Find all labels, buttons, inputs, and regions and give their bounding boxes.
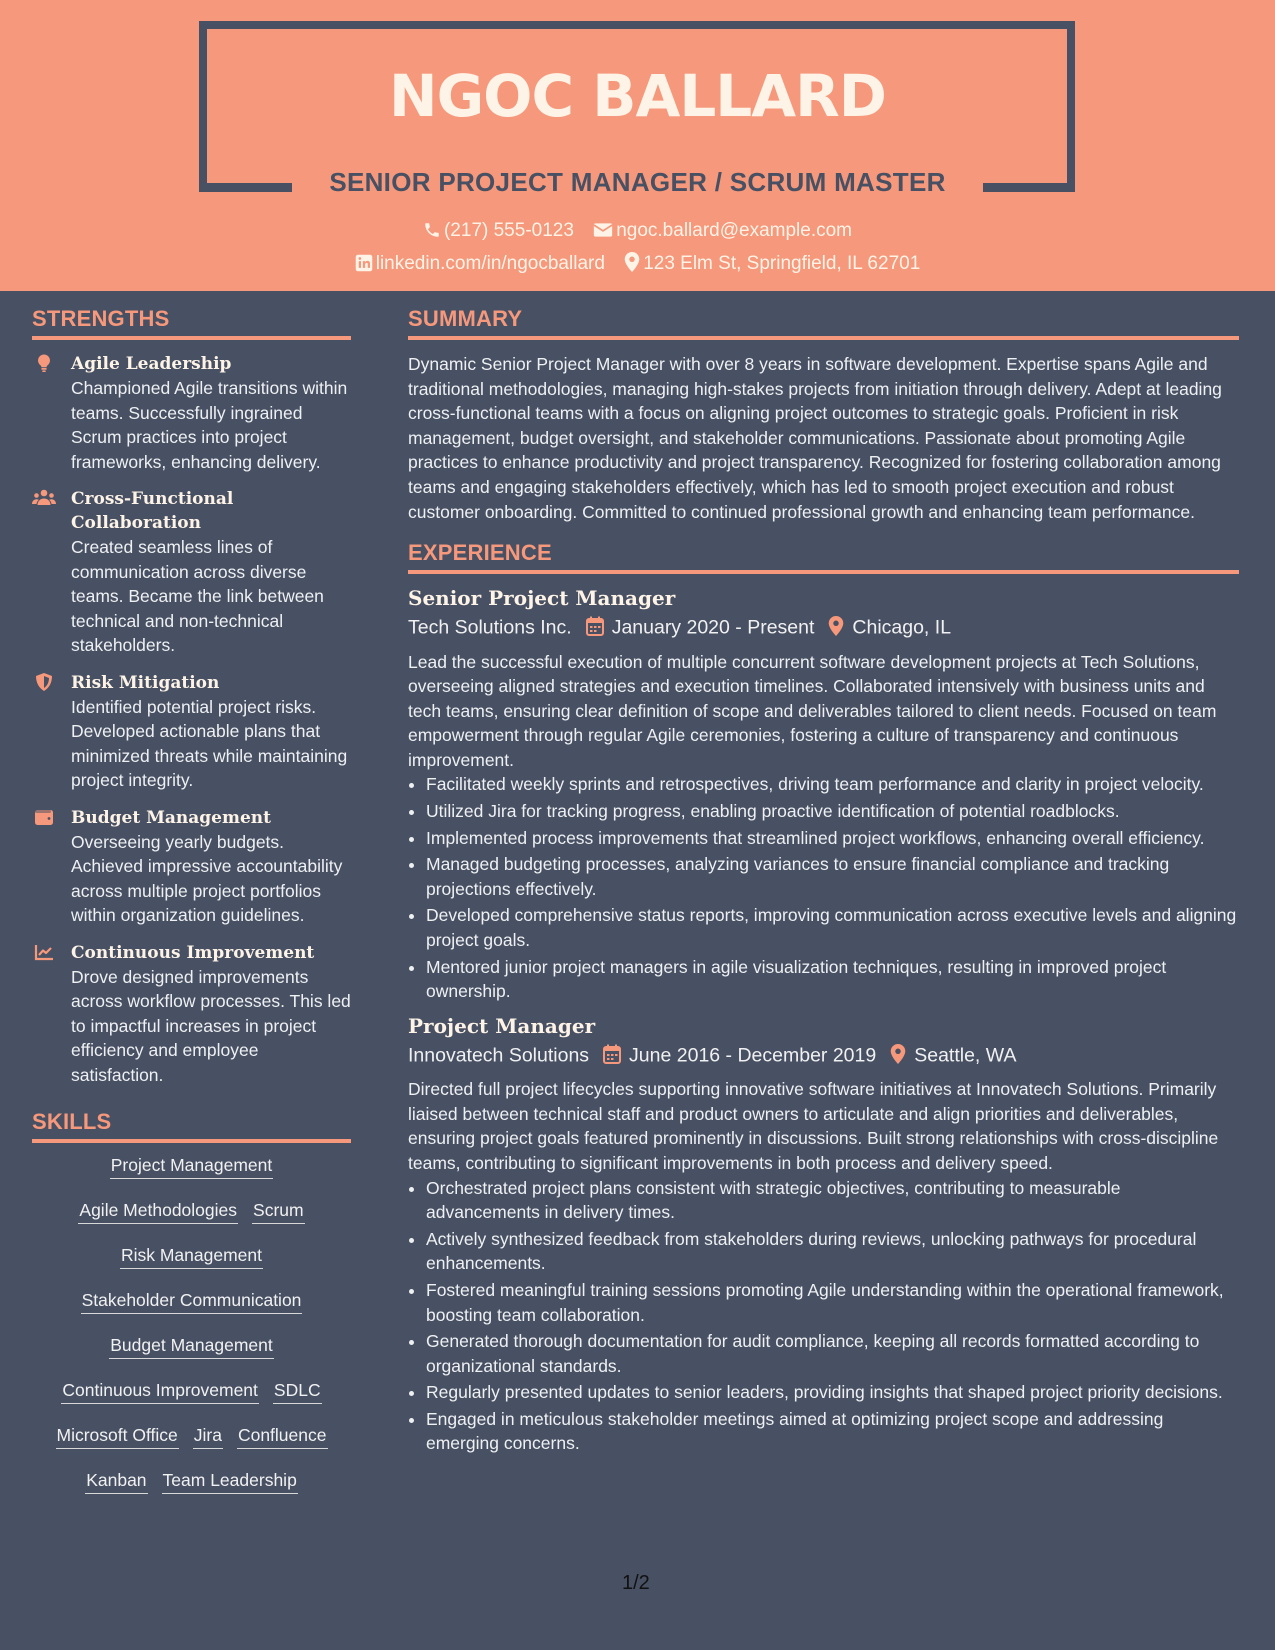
strength-item: [32, 806, 351, 928]
job-bullet: • Managed budgeting processes, analyzing variances to ensure financial compliance and tracking projections effectively.: [426, 852, 1239, 901]
address-text: 123 Elm St, Springfield, IL 62701: [643, 253, 921, 274]
strength-title: Continuous Improvement: [71, 942, 315, 963]
linkedin-icon: [355, 254, 373, 272]
strength-desc: Identified potential project risks. Developed actionable plans that minimized threats while maintaining project integrity.: [71, 696, 348, 790]
strengths-heading: STRENGTHS: [32, 306, 351, 340]
strength-item: [32, 941, 351, 1088]
contact-email[interactable]: [593, 220, 852, 242]
skill-row: [32, 1425, 351, 1470]
skill-tag: SDLC: [273, 1380, 322, 1404]
job-description: Lead the successful execution of multiple concurrent software development projects at Tech Solutions, overseeing aligned strategies and execution timelines. Collaborated intensively with business units and tech teams, ensuring clear definition of scope and deliverables tailored to client needs. Focused on team empowerment through regular Agile ceremonies, fostering a culture of transparency and continuous improvement.: [408, 651, 1217, 770]
contact-row-2: [0, 252, 1275, 275]
job-dates: January 2020 - Present: [611, 616, 815, 639]
skill-tag: Kanban: [85, 1470, 147, 1494]
strength-title: Risk Mitigation: [71, 672, 220, 693]
job-bullet: • Fostered meaningful training sessions promoting Agile understanding within the operational framework, boosting team collaboration.: [426, 1278, 1239, 1327]
strength-item: [32, 487, 351, 658]
contact-row-1: [0, 220, 1275, 242]
skills-heading: SKILLS: [32, 1109, 351, 1143]
map-pin-icon: [890, 1044, 906, 1064]
strength-title: Agile Leadership: [71, 354, 232, 374]
job-location: Chicago, IL: [852, 616, 952, 639]
wallet-icon: [34, 807, 54, 827]
strength-desc: Created seamless lines of communication across diverse teams. Became the link between technical and non-technical stakeholders.: [71, 537, 324, 655]
job-meta: [408, 616, 1239, 639]
email-text: ngoc.ballard@example.com: [616, 220, 852, 241]
skill-tag: Team Leadership: [162, 1470, 298, 1494]
strength-item: [32, 671, 351, 793]
job-bullet: • Orchestrated project plans consistent with strategic objectives, contributing to measurable advancements in delivery times.: [426, 1176, 1239, 1225]
job-role: Project Manager: [408, 1013, 596, 1038]
skill-row: [32, 1380, 351, 1425]
skill-tag: Project Management: [110, 1155, 273, 1179]
contact-phone[interactable]: [423, 220, 574, 242]
skill-row: [32, 1245, 351, 1290]
job-entry: [408, 586, 1239, 1004]
skill-tag: Stakeholder Communication: [81, 1290, 303, 1314]
map-pin-icon: [828, 616, 844, 636]
job-bullet: • Utilized Jira for tracking progress, enabling proactive identification of potential roadblocks.: [426, 799, 1239, 824]
summary-heading: SUMMARY: [408, 306, 1239, 340]
skill-tag: Agile Methodologies: [78, 1200, 238, 1224]
linkedin-text: linkedin.com/in/ngocballard: [375, 253, 605, 274]
right-column: [408, 306, 1239, 1466]
header-frame-top: [199, 21, 1075, 29]
resume-header: [0, 0, 1275, 291]
strength-item: [32, 352, 351, 474]
phone-icon: [423, 221, 441, 239]
experience-heading: EXPERIENCE: [408, 540, 1239, 574]
strength-desc: Championed Agile transitions within teams. Successfully ingrained Scrum practices into project frameworks, enhancing delivery.: [71, 378, 348, 472]
candidate-title: SENIOR PROJECT MANAGER / SCRUM MASTER: [329, 167, 946, 197]
strength-desc: Overseeing yearly budgets. Achieved impressive accountability across multiple project portfolios within organization guidelines.: [71, 831, 343, 925]
envelope-icon: [593, 221, 613, 239]
job-location: Seattle, WA: [914, 1044, 1017, 1067]
strength-title: Cross-Functional Collaboration: [71, 489, 234, 533]
skills-list: [32, 1155, 351, 1515]
candidate-name: NGOC BALLARD: [389, 62, 886, 130]
calendar-icon: [586, 616, 604, 636]
job-role: Senior Project Manager: [408, 586, 676, 611]
job-bullet: • Facilitated weekly sprints and retrospectives, driving team performance and clarity in project velocity.: [426, 772, 1239, 797]
job-bullets: [408, 1176, 1239, 1457]
job-company: Innovatech Solutions: [408, 1044, 590, 1067]
job-entry: [408, 1014, 1239, 1456]
job-bullet: • Actively synthesized feedback from stakeholders during reviews, unlocking pathways for procedural enhancements.: [426, 1227, 1239, 1276]
contact-address: [624, 252, 920, 275]
job-bullet: • Regularly presented updates to senior leaders, providing insights that shaped project priority decisions.: [426, 1380, 1239, 1405]
job-bullet: • Implemented process improvements that streamlined project workflows, enhancing overall efficiency.: [426, 826, 1239, 851]
contact-linkedin[interactable]: [355, 253, 605, 275]
job-bullets: [408, 772, 1239, 1003]
page-number: 1/2: [622, 1572, 650, 1594]
skill-row: [32, 1155, 351, 1200]
strength-desc: Drove designed improvements across workflow processes. This led to impactful increases in project efficiency and employee satisfaction.: [71, 966, 351, 1085]
lightbulb-icon: [34, 353, 54, 373]
job-description: Directed full project lifecycles supporting innovative software initiatives at Innovatech Solutions. Primarily liaised between technical staff and product owners to articulate and align priorities and deliverables, ensuring project goals featured prominently in discussions. Built strong relationships with cross-discipline teams, contributing to significant improvements in both process and delivery speed.: [408, 1079, 1219, 1173]
summary-text: Dynamic Senior Project Manager with over 8 years in software development. Expertise spans Agile and traditional methodologies, managing high-stakes projects from initiation through delivery. Adept at leading cross-functional teams with a focus on aligning project outcomes to strategic goals. Proficient in risk management, budget oversight, and stakeholder communications. Passionate about promoting Agile practices to enhance productivity and project transparency. Recognized for fostering collaboration among teams and engaging stakeholders effectively, which has led to smooth project execution and robust customer onboarding. Committed to continued professional growth and enhancing team performance.: [408, 354, 1222, 522]
skill-tag: Jira: [193, 1425, 223, 1449]
skill-tag: Scrum: [252, 1200, 305, 1224]
skill-tag: Risk Management: [120, 1245, 263, 1269]
skill-row: [32, 1200, 351, 1245]
job-meta: [408, 1044, 1239, 1067]
job-dates: June 2016 - December 2019: [629, 1044, 877, 1067]
job-bullet: • Mentored junior project managers in agile visualization techniques, resulting in improved project ownership.: [426, 955, 1239, 1004]
calendar-icon: [603, 1044, 621, 1064]
left-column: [32, 306, 351, 1515]
map-pin-icon: [624, 252, 640, 272]
shield-icon: [34, 672, 54, 692]
strength-title: Budget Management: [71, 807, 272, 828]
skill-row: [32, 1290, 351, 1335]
job-bullet: • Developed comprehensive status reports, improving communication across executive levels and aligning project goals.: [426, 903, 1239, 952]
job-bullet: • Engaged in meticulous stakeholder meetings aimed at optimizing project scope and addressing emerging concerns.: [426, 1407, 1239, 1456]
job-bullet: • Generated thorough documentation for audit compliance, keeping all records formatted according to organizational standards.: [426, 1329, 1239, 1378]
skill-row: [32, 1335, 351, 1380]
skill-tag: Budget Management: [109, 1335, 273, 1359]
skill-row: [32, 1470, 351, 1515]
chart-line-icon: [34, 942, 54, 962]
job-company: Tech Solutions Inc.: [408, 616, 572, 639]
skill-tag: Confluence: [237, 1425, 328, 1449]
skill-tag: Continuous Improvement: [61, 1380, 259, 1404]
users-icon: [32, 488, 56, 508]
phone-text: (217) 555-0123: [443, 220, 574, 241]
skill-tag: Microsoft Office: [56, 1425, 179, 1449]
